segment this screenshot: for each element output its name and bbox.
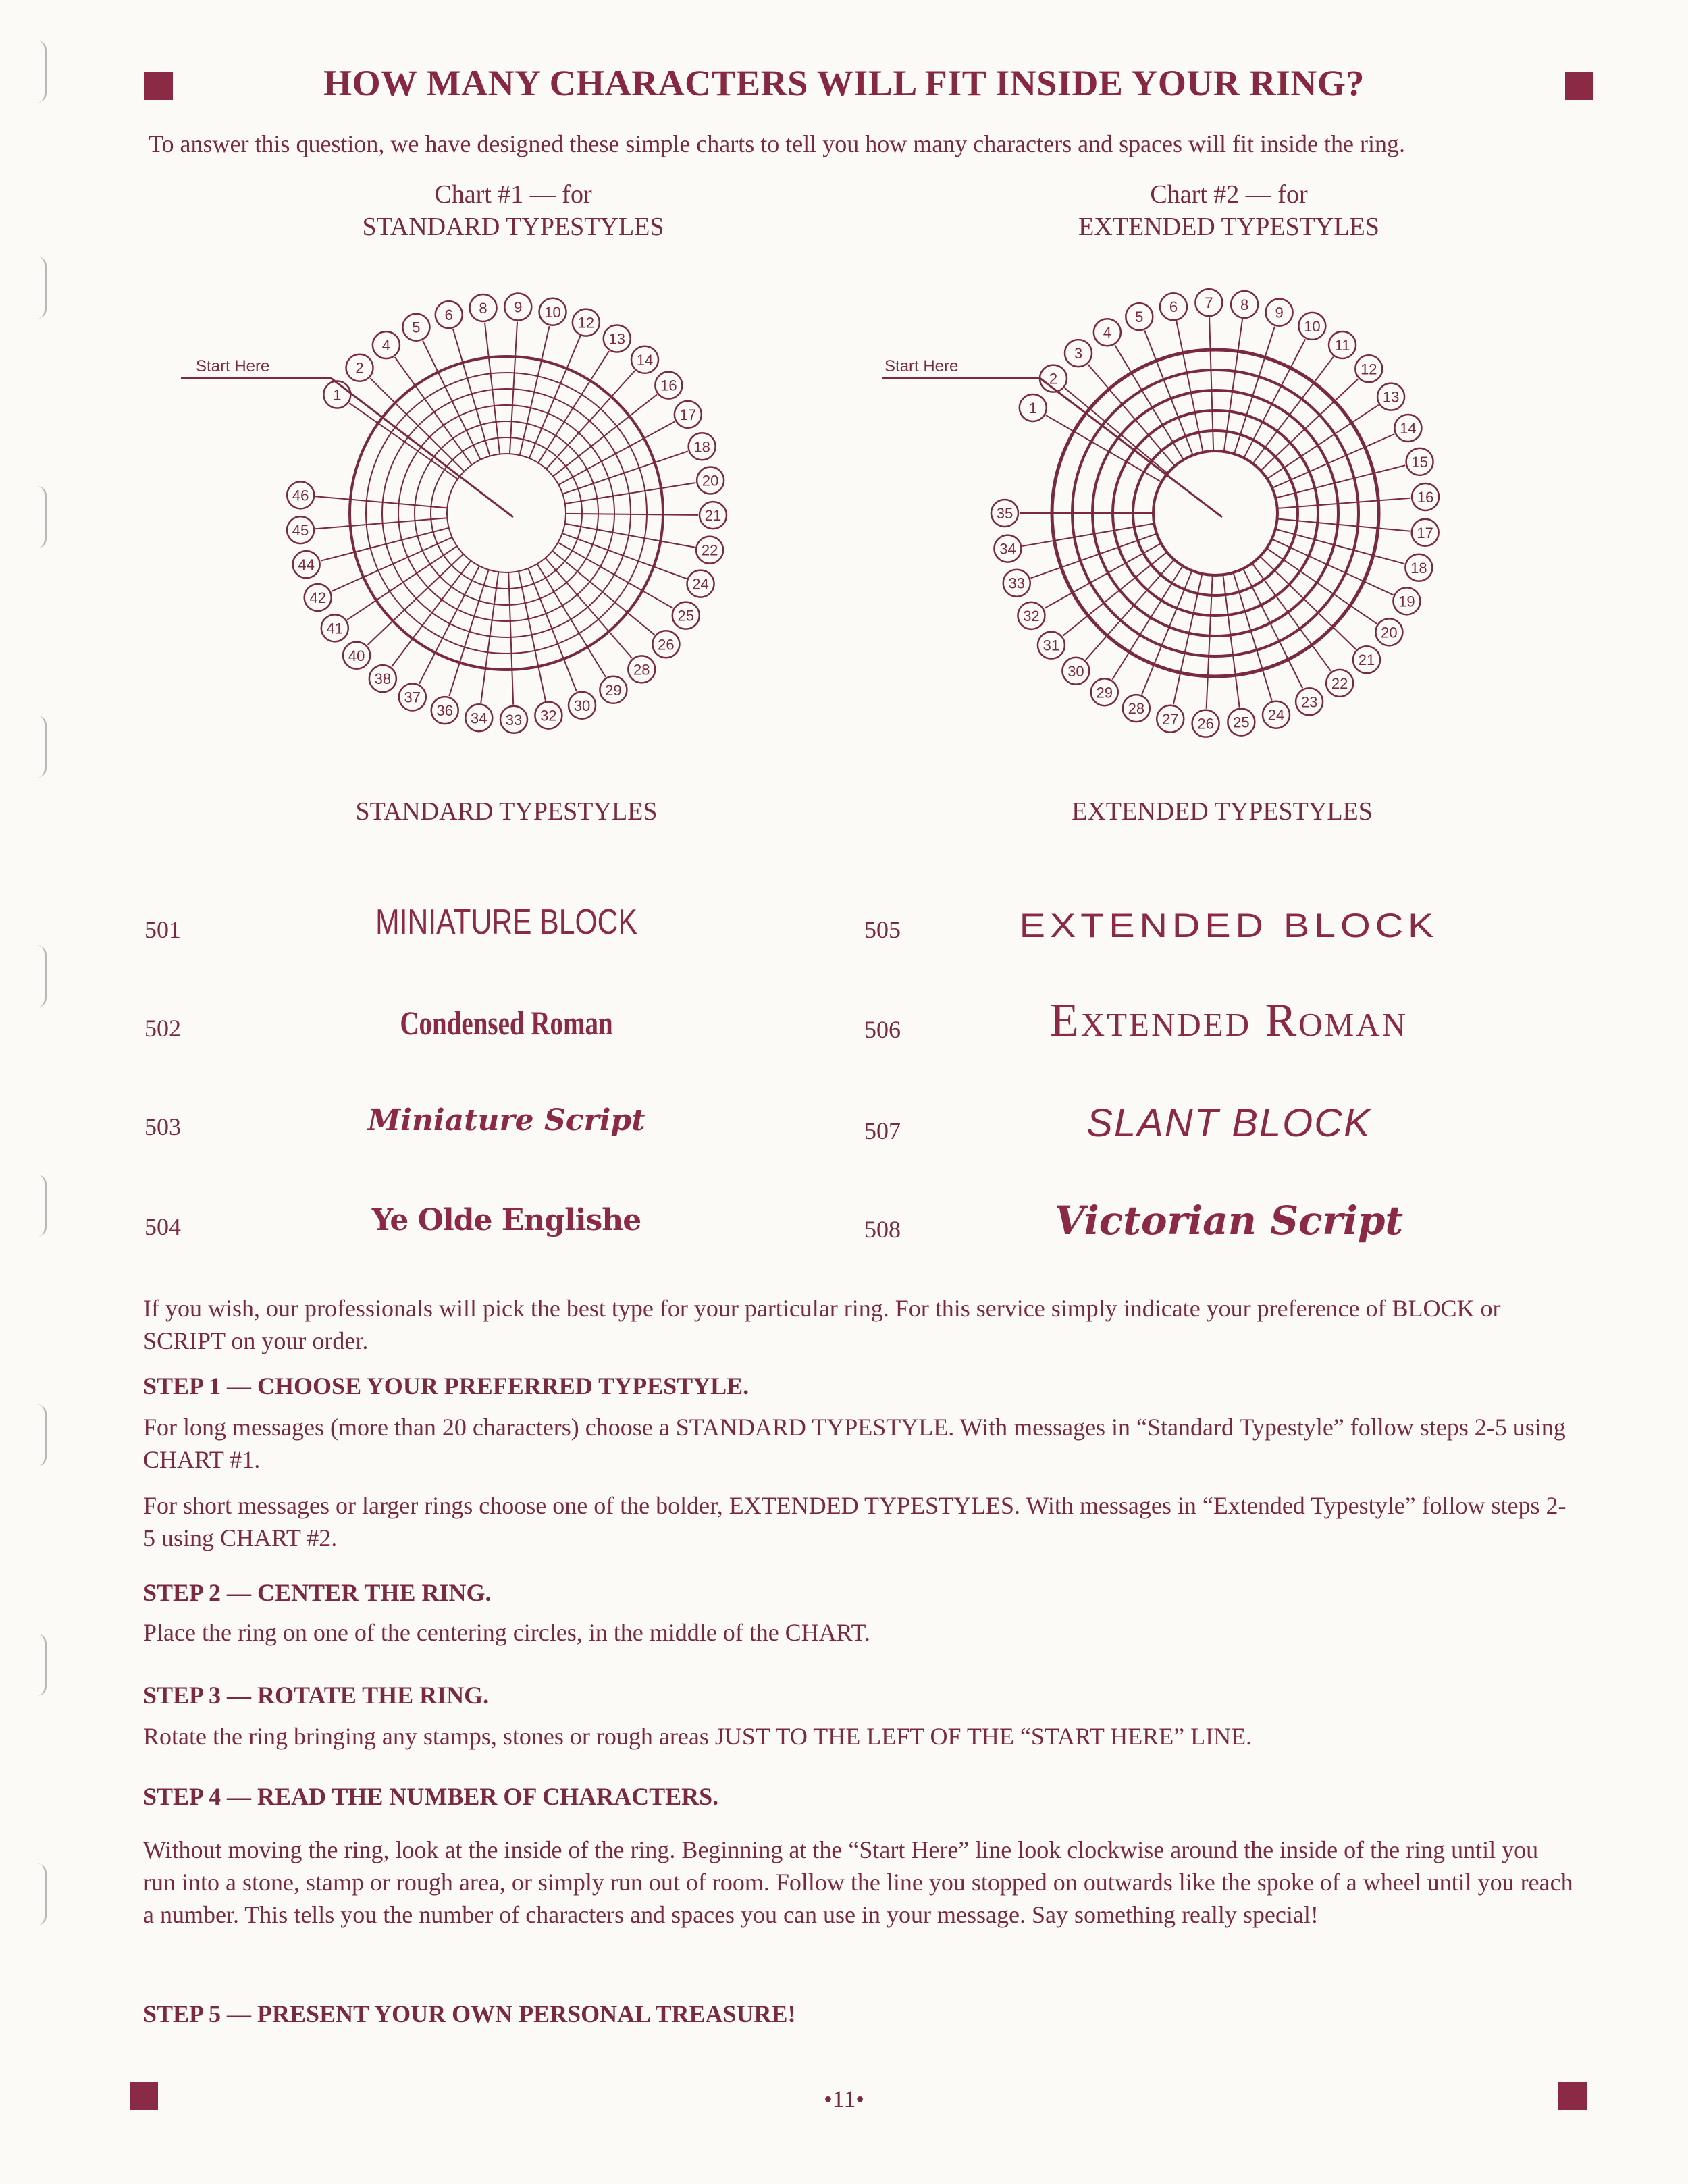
undefined-leader xyxy=(367,621,393,645)
undefined-number-label: 31 xyxy=(1043,637,1060,654)
undefined-number-label: 37 xyxy=(404,689,421,706)
undefined-leader xyxy=(423,340,438,372)
binder-hole xyxy=(23,716,47,778)
typestyle-sample-507: SLANT BLOCK xyxy=(1086,1101,1371,1145)
undefined-number-label: 44 xyxy=(298,556,315,574)
undefined-number-label: 24 xyxy=(1267,706,1285,724)
undefined-leader xyxy=(590,351,609,381)
undefined-number-label: 20 xyxy=(1381,624,1398,641)
undefined-number-label: 45 xyxy=(292,522,309,539)
undefined-leader xyxy=(1314,357,1334,383)
typestyle-code-504: 504 xyxy=(144,1213,181,1240)
undefined-spoke xyxy=(1224,351,1238,452)
undefined-leader xyxy=(419,653,436,684)
step3-paragraph: Rotate the ring bringing any stamps, stones or rough areas JUST TO THE LEFT OF THE “START HERE” LINE. xyxy=(143,1723,1252,1750)
chart2-dial xyxy=(885,284,1472,770)
undefined-leader xyxy=(512,670,513,705)
undefined-number-label: 25 xyxy=(677,607,695,624)
step3-title: STEP 3 — ROTATE THE RING. xyxy=(143,1682,490,1709)
undefined-number-label: 10 xyxy=(1304,317,1321,335)
undefined-number-label: 21 xyxy=(1358,651,1375,669)
undefined-leader xyxy=(1173,672,1180,704)
undefined-leader xyxy=(1030,567,1061,578)
undefined-leader xyxy=(1045,593,1073,608)
undefined-number-label: 7 xyxy=(1205,294,1213,312)
undefined-leader xyxy=(321,552,354,561)
undefined-spoke xyxy=(1277,518,1378,528)
undefined-leader xyxy=(1207,676,1208,709)
typestyle-sample-506: Extended Roman xyxy=(1049,994,1408,1046)
undefined-spoke xyxy=(1277,500,1379,508)
undefined-number-label: 6 xyxy=(444,307,453,324)
undefined-number-label: 30 xyxy=(1067,662,1084,680)
undefined-number-label: 5 xyxy=(1135,309,1144,326)
undefined-leader xyxy=(663,514,698,515)
undefined-number-label: 27 xyxy=(1162,710,1179,728)
undefined-number-label: 10 xyxy=(544,303,561,321)
step1-title: STEP 1 — CHOOSE YOUR PREFERRED TYPESTYLE. xyxy=(143,1373,749,1400)
undefined-spoke xyxy=(529,369,566,458)
undefined-leader xyxy=(1112,652,1129,680)
undefined-number-label: 34 xyxy=(999,540,1016,558)
undefined-number-label: 12 xyxy=(1361,361,1377,378)
undefined-number-label: 1 xyxy=(1028,400,1037,417)
undefined-number-label: 6 xyxy=(1169,298,1178,316)
undefined-leader xyxy=(629,394,657,416)
undefined-leader xyxy=(655,451,688,462)
chart1-caption: STANDARD TYPESTYLES xyxy=(355,797,658,826)
undefined-number-label: 18 xyxy=(1410,559,1427,577)
undefined-spoke xyxy=(1275,529,1373,556)
undefined-number-label: 33 xyxy=(505,711,523,728)
binder-hole xyxy=(23,1404,47,1466)
undefined-start-label: Start Here xyxy=(885,357,959,375)
undefined-spoke xyxy=(1260,556,1333,627)
undefined-leader xyxy=(1265,327,1275,358)
undefined-leader xyxy=(644,421,675,438)
undefined-spoke xyxy=(1208,575,1213,676)
undefined-number-label: 22 xyxy=(1331,674,1348,692)
undefined-number-label: 5 xyxy=(412,319,421,336)
undefined-leader xyxy=(481,668,485,703)
undefined-number-label: 32 xyxy=(1023,607,1040,624)
undefined-spoke xyxy=(460,570,489,662)
step1-paragraph1: For long messages (more than 20 characters) choose a STANDARD TYPESTYLE. With messages in “Standard Typestyle” follow steps 2-5 using CHART #1. xyxy=(143,1414,1566,1473)
typestyle-code-501: 501 xyxy=(144,916,181,943)
undefined-number-label: 12 xyxy=(577,314,595,331)
undefined-number-label: 17 xyxy=(679,406,697,423)
undefined-leader xyxy=(1086,635,1107,660)
undefined-number-label: 4 xyxy=(381,337,391,354)
page-number: •11• xyxy=(824,2085,864,2112)
undefined-number-label: 14 xyxy=(636,351,654,369)
undefined-number-label: 30 xyxy=(573,697,591,714)
undefined-leader xyxy=(1378,528,1410,531)
undefined-leader xyxy=(1352,405,1379,423)
undefined-leader xyxy=(1350,606,1377,624)
chart1-heading xyxy=(277,178,749,243)
undefined-spoke xyxy=(1054,524,1154,541)
typestyle-code-503: 503 xyxy=(144,1113,181,1140)
undefined-leader xyxy=(347,600,376,620)
undefined-leader xyxy=(1209,317,1210,350)
undefined-leader xyxy=(1088,365,1109,389)
typestyle-sample-502: Condensed Roman xyxy=(400,1004,613,1042)
undefined-spoke xyxy=(562,533,654,566)
undefined-number-label: 32 xyxy=(540,707,557,724)
undefined-leader xyxy=(1378,498,1410,501)
undefined-leader xyxy=(449,662,460,696)
undefined-number-label: 16 xyxy=(660,377,677,394)
undefined-number-label: 4 xyxy=(1103,324,1111,342)
undefined-leader xyxy=(392,639,413,667)
step2-paragraph: Place the ring on one of the centering circles, in the middle of the CHART. xyxy=(143,1619,870,1646)
undefined-leader xyxy=(1238,319,1242,352)
step1-paragraph2: For short messages or larger rings choose one of the bolder, EXTENDED TYPESTYLES. With messages in “Extended Typestyle” follow steps 2-5 using CHART #2. xyxy=(143,1492,1566,1551)
undefined-leader xyxy=(1236,675,1240,708)
undefined-number-label: 8 xyxy=(479,299,487,317)
undefined-leader xyxy=(315,526,350,529)
undefined-number-label: 46 xyxy=(292,487,309,504)
undefined-leader xyxy=(485,323,489,358)
undefined-number-label: 13 xyxy=(1382,388,1400,406)
binder-hole xyxy=(23,1634,47,1696)
undefined-leader xyxy=(1288,660,1302,689)
undefined-spoke xyxy=(363,537,452,577)
undefined-leader xyxy=(349,403,378,423)
binder-hole xyxy=(23,486,47,548)
undefined-leader xyxy=(1263,670,1272,701)
chart2-caption: EXTENDED TYPESTYLES xyxy=(1072,797,1373,826)
intro-text: To answer this question, we have designed these simple charts to tell you how many characters and spaces will fit inside the ring. xyxy=(149,130,1405,157)
undefined-number-label: 42 xyxy=(309,589,326,607)
undefined-leader xyxy=(395,357,415,385)
undefined-spoke xyxy=(1261,401,1334,471)
undefined-number-label: 38 xyxy=(374,670,392,688)
binder-hole xyxy=(23,257,47,319)
undefined-leader xyxy=(1364,581,1394,595)
undefined-spoke xyxy=(376,546,457,600)
undefined-leader xyxy=(1022,541,1054,546)
undefined-leader xyxy=(566,336,580,369)
undefined-leader xyxy=(654,566,687,579)
undefined-number-label: 33 xyxy=(1008,575,1025,592)
undefined-number-label: 24 xyxy=(692,575,709,593)
undefined-leader xyxy=(1333,627,1356,649)
undefined-leader xyxy=(515,321,517,356)
undefined-number-label: 9 xyxy=(1275,304,1284,321)
undefined-number-label: 17 xyxy=(1417,524,1433,541)
typestyle-sample-504: Ye Olde Englishe xyxy=(371,1203,641,1237)
undefined-leader xyxy=(627,612,654,635)
typestyle-code-508: 508 xyxy=(864,1216,901,1243)
undefined-number-label: 16 xyxy=(1417,488,1434,506)
chart1-dial xyxy=(189,284,763,770)
undefined-number-label: 36 xyxy=(436,702,453,720)
undefined-number-label: 2 xyxy=(355,359,364,377)
undefined-number-label: 15 xyxy=(1411,453,1428,471)
undefined-number-label: 8 xyxy=(1240,296,1249,313)
pick-note: If you wish, our professionals will pick the best type for your particular ring. For this service simply indicate your preference of BLOCK or SCRIPT on your order. xyxy=(143,1295,1501,1354)
undefined-leader xyxy=(538,666,546,701)
typestyle-sample-501: MINIATURE BLOCK xyxy=(375,903,637,942)
undefined-number-label: 21 xyxy=(704,507,722,525)
undefined-number-label: 11 xyxy=(1334,337,1350,354)
undefined-number-label: 28 xyxy=(633,661,650,678)
undefined-number-label: 26 xyxy=(658,636,675,654)
undefined-number-label: 29 xyxy=(605,681,622,699)
undefined-leader xyxy=(1373,556,1404,564)
undefined-number-label: 22 xyxy=(701,541,718,559)
typestyle-code-502: 502 xyxy=(144,1015,181,1042)
undefined-leader xyxy=(609,631,632,658)
undefined-number-label: 25 xyxy=(1233,714,1250,731)
typestyle-code-505: 505 xyxy=(864,916,901,943)
undefined-leader xyxy=(564,659,577,691)
undefined-number-label: 28 xyxy=(1128,700,1145,718)
undefined-leader xyxy=(1290,339,1305,368)
undefined-number-label: 26 xyxy=(1197,715,1214,733)
undefined-leader xyxy=(453,329,463,363)
undefined-number-label: 23 xyxy=(1300,693,1318,711)
undefined-leader xyxy=(1374,465,1406,473)
undefined-leader xyxy=(611,371,635,397)
undefined-spoke xyxy=(463,363,490,456)
typestyle-code-507: 507 xyxy=(864,1117,901,1144)
undefined-leader xyxy=(332,577,363,591)
undefined-leader xyxy=(1176,321,1183,353)
undefined-leader xyxy=(1142,664,1154,694)
step2-title: STEP 2 — CENTER THE RING. xyxy=(143,1579,492,1606)
undefined-number-label: 29 xyxy=(1096,684,1113,701)
undefined-number-label: 2 xyxy=(1049,370,1058,388)
binder-hole xyxy=(23,945,47,1007)
page-title: HOW MANY CHARACTERS WILL FIT INSIDE YOUR RING? xyxy=(323,63,1365,103)
undefined-leader xyxy=(542,326,550,361)
typestyle-code-506: 506 xyxy=(864,1016,901,1043)
undefined-number-label: 40 xyxy=(348,647,365,664)
undefined-spoke xyxy=(537,564,588,647)
undefined-leader xyxy=(660,541,695,547)
chart2-heading-line2: EXTENDED TYPESTYLES xyxy=(1078,213,1379,241)
typestyle-sample-508: Victorian Script xyxy=(1054,1198,1404,1244)
binder-hole xyxy=(23,1863,47,1925)
undefined-spoke xyxy=(562,462,654,494)
undefined-number-label: 41 xyxy=(326,620,344,637)
binder-hole xyxy=(23,1175,47,1237)
undefined-number-label: 3 xyxy=(1074,345,1083,363)
undefined-number-label: 14 xyxy=(1400,419,1417,437)
undefined-leader xyxy=(1046,415,1074,431)
step5-title: STEP 5 — PRESENT YOUR OWN PERSONAL TREASURE! xyxy=(143,2000,796,2027)
undefined-spoke xyxy=(1211,350,1214,451)
chart1-heading-line1: Chart #1 — for xyxy=(434,180,592,209)
step4-title: STEP 4 — READ THE NUMBER OF CHARACTERS. xyxy=(143,1783,719,1810)
chart2-heading-line1: Chart #2 — for xyxy=(1150,180,1308,209)
undefined-leader xyxy=(1312,645,1331,671)
undefined-spoke xyxy=(1223,575,1235,675)
undefined-number-label: 13 xyxy=(608,330,625,348)
undefined-leader xyxy=(370,378,395,403)
undefined-leader xyxy=(661,483,695,488)
typestyle-sample-505: EXTENDED BLOCK xyxy=(1019,907,1439,944)
undefined-number-label: 1 xyxy=(333,386,342,404)
undefined-number-label: 9 xyxy=(514,298,523,316)
step4-paragraph: Without moving the ring, look at the inside of the ring. Beginning at the “Start Here” line look clockwise around the inside of the ring until you run into a stone, stamp or rough area, or simply run out of room. Follow the line you stopped on outwards like the spoke of a wheel until you reach a number. This tells you the number of characters and spaces you can use in your message. Say something really special! xyxy=(143,1836,1573,1928)
undefined-leader xyxy=(315,496,350,500)
undefined-leader xyxy=(1334,379,1358,401)
undefined-leader xyxy=(1144,331,1156,361)
undefined-number-label: 34 xyxy=(471,710,487,727)
undefined-number-label: 18 xyxy=(693,438,710,456)
undefined-spoke xyxy=(538,381,590,463)
undefined-leader xyxy=(643,591,673,608)
undefined-leader xyxy=(587,647,606,676)
undefined-number-label: 20 xyxy=(702,472,719,489)
undefined-number-label: 35 xyxy=(996,505,1013,522)
undefined-leader xyxy=(1115,345,1132,373)
undefined-number-label: 19 xyxy=(1398,593,1415,610)
typestyle-sample-503: Miniature Script xyxy=(367,1103,645,1138)
undefined-leader xyxy=(1365,434,1394,447)
chart2-heading xyxy=(993,178,1465,243)
undefined-leader xyxy=(1063,616,1088,636)
chart1-heading-line2: STANDARD TYPESTYLES xyxy=(362,213,664,241)
undefined-start-label: Start Here xyxy=(196,357,270,375)
